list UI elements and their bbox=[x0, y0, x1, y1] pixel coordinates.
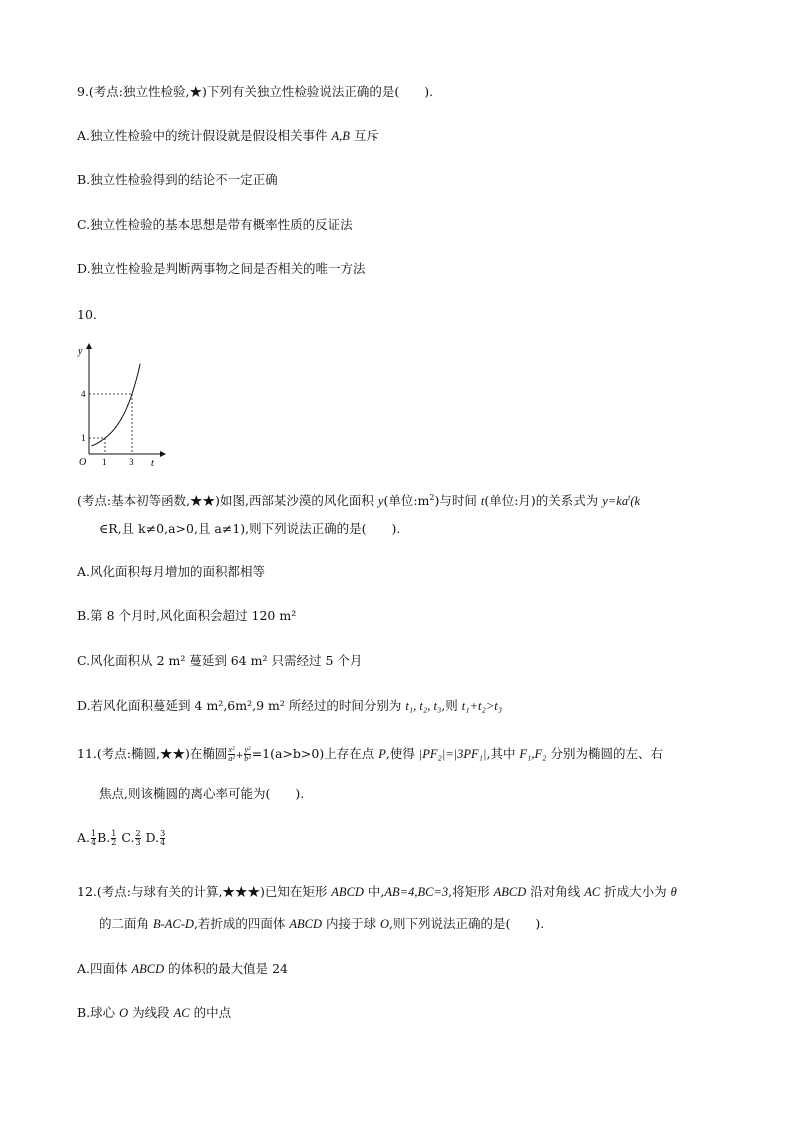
q10-stem-line1: (考点:基本初等函数,★★)如图,西部某沙漠的风化面积 y(单位$:m^2$)与时间 t(单位:月)的关系式为 $y=ka^t(k$ bbox=[77, 493, 641, 509]
q9-option-c: C.独立性检验的基本思想是带有概率性质的反证法 bbox=[77, 217, 353, 232]
q11-options bbox=[77, 830, 166, 847]
q10-option-c: C.风化面积从 2 m² 蔓延到 64 m² 只需经过 5 个月 bbox=[77, 653, 363, 668]
curve-layer bbox=[92, 364, 141, 446]
origin-label: O bbox=[79, 457, 87, 468]
q10-option-a: A.风化面积每月增加的面积都相等 bbox=[77, 564, 266, 579]
q11-stem-line1: 11.(考点:椭圆,★★)在椭圆 $\frac{\text{x²}}{\text{a²}}$ + $\frac{\text{y²}}{\text{b²}}$ =1(a>b>0)上存在点 P,使得 |PF₂|=|3PF₁|,其中 F₁,F₂ 分别为椭圆的左、右 bbox=[77, 745, 663, 763]
x-axis-label: t bbox=[151, 458, 154, 469]
exponential-curve bbox=[92, 364, 141, 446]
x-tick-1: 1 bbox=[102, 457, 107, 467]
q9-stem: 9.(考点:独立性检验,★)下列有关独立性检验说法正确的是( ). bbox=[77, 84, 434, 99]
q10-graph bbox=[75, 340, 175, 470]
q9-option-d: D.独立性检验是判断两事物之间是否相关的唯一方法 bbox=[77, 261, 366, 276]
q10-number: 10. bbox=[77, 307, 97, 322]
q9-option-b: B.独立性检验得到的结论不一定正确 bbox=[77, 172, 278, 187]
y-axis-label: y bbox=[78, 346, 83, 357]
y-tick-1: 1 bbox=[81, 433, 86, 443]
q10-stem-line2: ∈R,且 k≠0,a>0,且 a≠1),则下列说法正确的是( ). bbox=[99, 521, 401, 536]
q10-option-b: B.第 8 个月时,风化面积会超过 120 m² bbox=[77, 608, 297, 623]
fraction-y2-b2: $\frac{\text{y²}}{\text{b²}}$ bbox=[244, 745, 251, 763]
q11-stem-line2: 焦点,则该椭圆的离心率可能为( ). bbox=[99, 786, 305, 801]
q11-option-d: D. $\frac{3}{4}$ bbox=[145, 829, 166, 847]
x-tick-3: 3 bbox=[129, 457, 134, 467]
q12-stem-line2: 的二面角 B-AC-D,若折成的四面体 ABCD 内接于球 O,则下列说法正确的是( ). bbox=[99, 916, 545, 931]
q12-option-a: A.四面体 ABCD 的体积的最大值是 24 bbox=[77, 961, 288, 976]
q10-option-d: D.若风化面积蔓延到 4 m²,6m²,9 m² 所经过的时间分别为 t₁, t₂, t₃,则 t₁+t₂>t₃ bbox=[77, 698, 503, 713]
q9-option-a: A.独立性检验中的统计假设就是假设相关事件 A,B 互斥 bbox=[77, 128, 379, 143]
q11-option-c: C. $\frac{2}{3}$ bbox=[121, 829, 141, 847]
q11-option-b: B. $\frac{1}{2}$ bbox=[97, 829, 117, 847]
fraction-x2-a2: $\frac{\text{x²}}{\text{a²}}$ bbox=[228, 745, 235, 763]
q11-option-a: A. $\frac{1}{4}$ bbox=[77, 829, 97, 847]
y-tick-4: 4 bbox=[81, 389, 86, 399]
q12-stem-line1: 12.(考点:与球有关的计算,★★★)已知在矩形 ABCD 中,AB=4,BC=3,将矩形 ABCD 沿对角线 AC 折成大小为 θ bbox=[77, 884, 677, 899]
q12-option-b: B.球心 O 为线段 AC 的中点 bbox=[77, 1005, 232, 1020]
